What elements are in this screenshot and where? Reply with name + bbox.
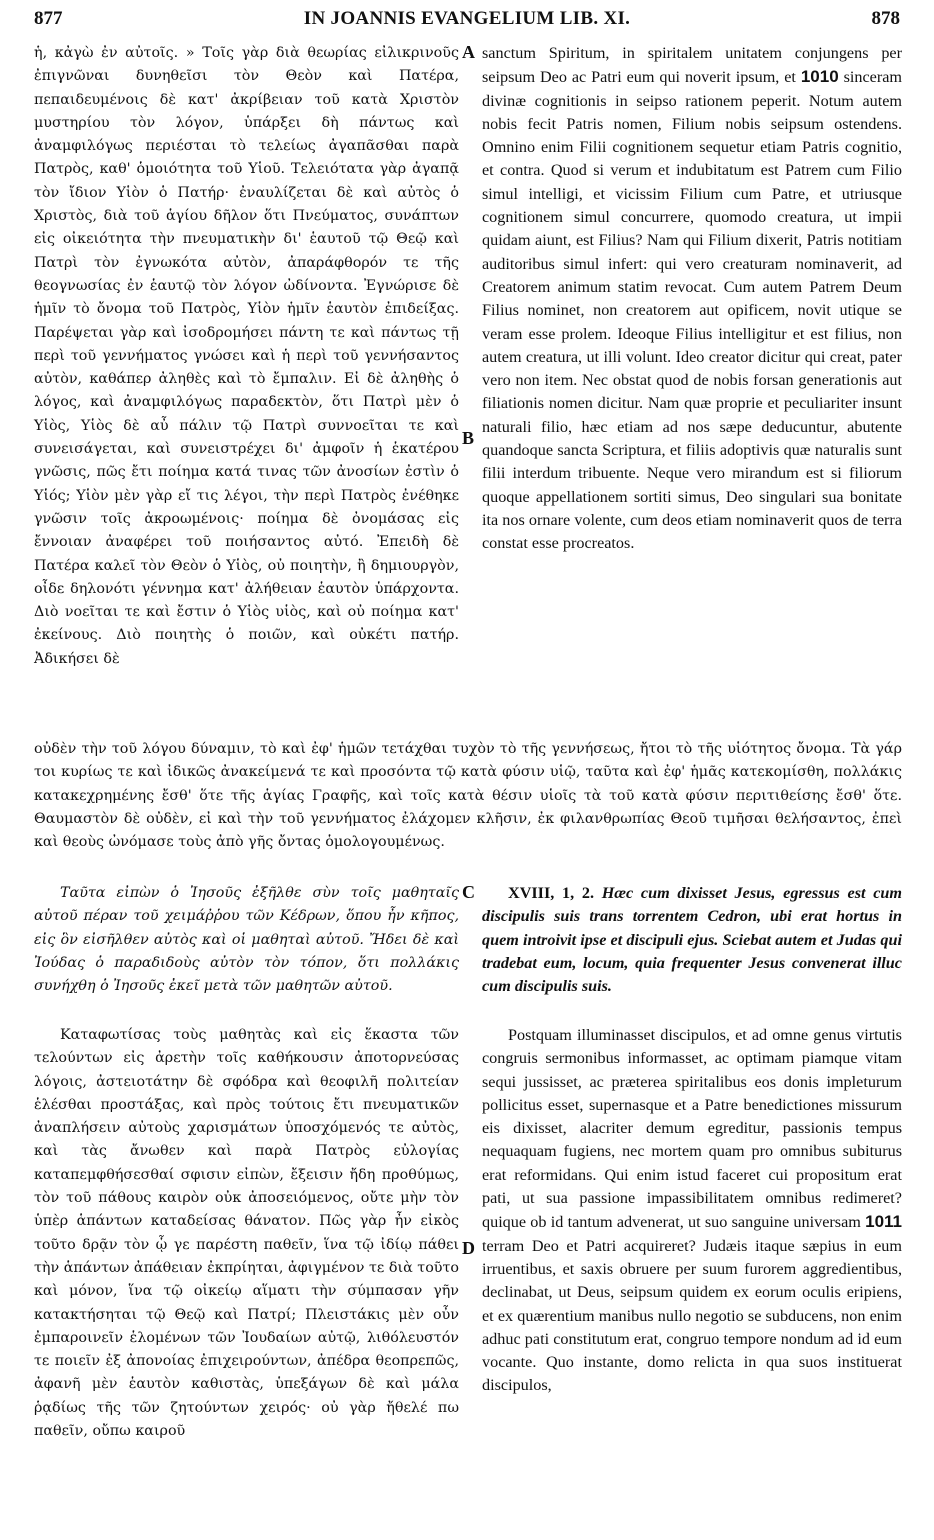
- margin-marker-a: A: [462, 42, 475, 62]
- margin-marker-d: D: [462, 1238, 475, 1258]
- latin-text-top-a: sanctum Spiritum, in spiritalem unitatem conjungens per seipsum Deo ac Patri eum qui noverit ipsum, et: [482, 44, 902, 87]
- page-number-left: 877: [34, 8, 63, 29]
- latin-text-top: [482, 42, 902, 556]
- latin-text-bottom: [482, 1024, 902, 1398]
- page-number-right: 878: [871, 8, 900, 29]
- greek-column-lemma: [34, 882, 459, 998]
- running-title: IN JOANNIS EVANGELIUM LIB. XI.: [303, 8, 631, 29]
- greek-text-bottom: Καταφωτίσας τοὺς μαθητὰς καὶ εἰς ἕκαστα τῶν τελούντων εἰς ἀρετὴν τοῖς καθήκουσιν ἀποτορνεύσας λόγοις, ἀστειοτάτην δὲ σφόδρα καὶ θεοφιλῆ πολιτείαν ἑλέσθαι προστάξας, καὶ πρὸς τούτοις ἔτι πνευματικῶν ἀναπλήσειν αὐτοὺς χαρισμάτων ὑποσχόμενός τε αὐτὸς, καὶ τὰς ἄνωθεν καὶ παρὰ Πατρὸς εὐλογίας καταπεμφθήσεσθαί σφισιν εἰπὼν, ἔξεισιν ἤδη προθύμως, τὸν τοῦ πάθους καιρὸν οὐκ ἀποσειόμενος, οὔτε μὴν τὸν ὑπὲρ ἁπάντων καταδείσας θάνατον. Πῶς γὰρ ἦν εἰκὸς τοῦτο δρᾷν τὸν ᾧ γε παρέστη παθεῖν, ἵνα τῷ ἰδίῳ πάθει τὴν ἁπάντων ἀπάθειαν ἐκπρίηται, ἀφιγμένον τε διὰ τοῦτο καὶ μόνον, ἵνα τῷ οἰκείῳ αἵματι τὴν σύμπασαν γῆν κατακτήσηται τῷ Θεῷ καὶ Πατρί; Πλειστάκις μὲν οὖν ἐμπαροινεῖν ἑλομένων τῶν Ἰουδαίων αὐτῷ, λιθόλευστόν τε ποιεῖν ἐξ ἀπονοίας ἐπιχειρούντων, ἀπέδρα θεοπρεπῶς, ἀφανῆ μὲν ἑαυτὸν καθιστὰς, ὑπεξάγων δὲ καὶ μάλα ῥᾳδίως τῆς τῶν ζητούντων χειρός· οὐ γὰρ ἤθελέ πω παθεῖν, οὔπω καιροῦ: [34, 1027, 460, 1440]
- greek-lemma: Ταῦτα εἰπὼν ὁ Ἰησοῦς ἐξῆλθε σὺν τοῖς μαθηταῖς αὐτοῦ πέραν τοῦ χειμάῤῥου τῶν Κέδρων, ὅπου ἦν κῆπος, εἰς ὃν εἰσῆλθεν αὐτὸς καὶ οἱ μαθηταὶ αὐτοῦ. Ἤδει δὲ καὶ Ἰούδας ὁ παραδιδοὺς αὐτὸν τὸν τόπον, ὅτι πολλάκις συνήχθη ὁ Ἰησοῦς ἐκεῖ μετὰ τῶν μαθητῶν αὐτοῦ.: [34, 885, 459, 995]
- lemma-reference: XVIII, 1, 2.: [508, 884, 595, 902]
- greek-full-width: [34, 738, 902, 854]
- page-header: [0, 8, 934, 38]
- latin-text-top-b: sinceram divinæ cognitionis in seipso rationem peperit. Notum autem nobis fecit Patris nomen, Filium nobis seipsum ostendens. Omnino enim Filii cognitionem sequetur etiam Patris cognitio, et contra. Quod si verum et indubitatum est Patrem cum Filio simul intelligi, et vicissim Filium cum Patre, et utriusque cognitionem simul concurrere, quomodo creatura, ut impii quidam aiunt, est Filius? Nam qui Filium dixerit, Patris notitiam auditoribus simul infert: qui vero creaturam nominaverit, ad Creatorem animum statim revocat. Cum autem Patrem Deum Filius nominet, non creatorem aut opificem, novit utique se veram esse prolem. Ideoque Filius intelligitur et est filius, non autem creatura, ut illi volunt. Ideo creator dicitur qui creat, pater vero non item. Nec obstat quod de nobis forsan generationis aut filiationis nomen dicitur. Nam quæ proprie et peculiariter insunt naturali filio, hæc etiam ad nos sæpe deducuntur, abutente quandoque sancta Scriptura, et filiis adoptivis quæ naturalis sunt filii interdum tribuente. Neque vero mirandum est si filiorum quoque appellationem sortiti simus, Deo singulari sua bonitate ita nos ornare volente, cum deos etiam nominaverit quos de terra constat esse procreatos.: [482, 68, 902, 553]
- greek-text-full: οὐδὲν τὴν τοῦ λόγου δύναμιν, τὸ καὶ ἐφ' ἡμῶν τετάχθαι τυχὸν τὸ τῆς γεννήσεως, ἤτοι τὸ τῆς υἱότητος ὄνομα. Τὰ γάρ τοι κυρίως τε καὶ ἰδικῶς ἀνακείμενά τε καὶ προσόντα τῷ κατὰ φύσιν υἱῷ, ταῦτα καὶ ἐφ' ἡμᾶς κατεκομίσθη, πολλάκις κατακεχρημένης ἔσθ' ὅτε τῆς ἁγίας Γραφῆς, καὶ τοῖς κατὰ θέσιν υἱοῖς τὰ τοῦ κατὰ φύσιν περιτιθείσης ἔσθ' ὅτε. Θαυμαστὸν δὲ οὐδὲν, εἰ καὶ τὴν τοῦ γεννήματος ἐλάχομεν κλῆσιν, ἐκ φιλανθρωπίας Θεοῦ τιμῆσαι θελήσαντος, ἐπεὶ καὶ θεοὺς ὠνόμασε τοὺς ἀπὸ γῆς ὄντας ὁμολογουμένως.: [34, 741, 902, 851]
- latin-column-top: [482, 42, 902, 556]
- greek-column-bottom: [34, 1024, 459, 1443]
- column-number-1011: 1011: [865, 1212, 902, 1232]
- greek-column-top: [34, 42, 459, 671]
- latin-text-bottom-a: Postquam illuminasset discipulos, et ad omne genus virtutis congruis sermonibus informasset, ac optimam piamque vitam sequi jussisset, ac præterea spiritalibus eos donis impleturum pollicitus esset, supernasque et a Patre benedictiones missurum eis dixisset, alacriter demum egreditur, passionis tempus nequaquam fugiens, nec mortem quam pro omnibus subiturus erat reformidans. Qui enim istud faceret cui propositum erat pati, ut sua passione impassibilitatem omnibus redimeret? quique ob id tantum advenerat, ut suo sanguine universam: [482, 1026, 902, 1232]
- latin-text-bottom-b: terram Deo et Patri acquireret? Judæis itaque sæpius in eum irruentibus, et saxis obruere per suum furorem aggredientibus, declinabat, ut Deus, seipsum quidem ex eorum oculis eripiens, et ex quærentium manibus nullo negotio se subducens, non enim adhuc pati constitutum erat, congruo tempore nondum ad id eum vocante. Quo instante, domo relicta in qua suos instituerat discipulos,: [482, 1236, 902, 1395]
- latin-lemma: [482, 882, 902, 998]
- margin-marker-c: C: [462, 882, 475, 902]
- greek-text-top: ἡ, κἀγὼ ἐν αὐτοῖς. » Τοῖς γὰρ διὰ θεωρίας εἰλικρινοῦς ἐπιγνῶναι δυνηθεῖσι τὸν Θεὸν καὶ Πατέρα, πεπαιδευμένοις δὲ κατ' ἀκρίβειαν τοῦ κατὰ Χριστὸν μυστηρίου τὸν λόγον, ὑπάρξει δὴ πάντως καὶ ἀναμφιλόγως περιέσται τὸ τελείως ἀγαπᾶσθαι παρὰ Πατρὸς, καθ' ὁμοιότητα τοῦ Υἱοῦ. Τελειότατα γὰρ ἀγαπᾷ τὸν ἴδιον Υἱὸν ὁ Πατήρ· ἐναυλίζεται δὲ καὶ αὐτὸς ὁ Χριστὸς, διὰ τοῦ ἁγίου δῆλον ὅτι Πνεύματος, συνάπτων εἰς οἰκειότητα τὴν πνευματικὴν δι' ἑαυτοῦ τῷ Θεῷ καὶ Πατρὶ τὸν ἐγνωκότα αὐτὸν, ἀπαράφθορόν τε τῆς θεογνωσίας ἐν ἑαυτῷ τὸν λόγον ὠδίνοντα. Ἐγνώρισε δὲ ἡμῖν τὸ ὄνομα τοῦ Πατρὸς, Υἱὸν ἡμῖν ἑαυτὸν ἐπιδείξας. Παρέψεται γὰρ καὶ ἰσοδρομήσει πάντη τε καὶ πάντως τῇ περὶ τοῦ γεννήματος γνώσει καὶ ἡ περὶ τοῦ γεννήσαντος αὐτὸν, καθάπερ ἀληθὲς καὶ τὸ ἔμπαλιν. Εἰ δὲ ἀληθὴς ὁ λόγος, καὶ ἀναμφιλόγως παραδεκτὸν, ὅτι Πατρὶ μὲν ὁ Υἱὸς, Υἱὸς δὲ αὖ πάλιν τῷ Πατρὶ συννοεῖται τε καὶ συνεισάγεται, καὶ συνειστρέχει δι' ἀμφοῖν ἡ ἑκατέρου γνῶσις, πῶς ἔτι ποίημα κατά τινας τῶν ἀνοσίων ἐστὶν ὁ Υἱός; Υἱὸν μὲν γὰρ εἴ τις λέγοι, τὴν περὶ Πατρὸς ἐνέθηκε γνῶσιν τοῖς ἀκροωμένοις· ποίημα δὲ ὀνομάσας εἰς ἔννοιαν ἀναφέρει τοῦ ποιήσαντος αὐτό. Ἐπειδὴ δὲ Πατέρα καλεῖ τὸν Θεὸν ὁ Υἱὸς, οὐ ποιητὴν, ἢ δημιουργὸν, οἶδε δηλονότι γέννημα κατ' ἀλήθειαν ἑαυτὸν ὑπάρχοντα. Διὸ νοεῖται τε καὶ ἔστιν ὁ Υἱὸς υἱὸς, καὶ οὐ ποίημα κατ' ἐκείνους. Διὸ ποιητὴς ὁ ποιῶν, καὶ οὐκέτι πατήρ. Ἀδικήσει δὲ: [34, 45, 459, 667]
- column-number-1010: 1010: [800, 67, 839, 87]
- latin-column-lemma: [482, 882, 902, 998]
- lemma-text: Hæc cum dixisset Jesus, egressus est cum discipulis suis trans torrentem Cedron, ubi erat hortus in quem introivit ipse et discipuli ejus. Sciebat autem et Judas qui tradebat eum, locum, quia frequenter Jesus convenerat illuc cum discipulis suis.: [482, 884, 902, 996]
- margin-marker-b: B: [462, 428, 475, 448]
- latin-column-bottom: [482, 1024, 902, 1398]
